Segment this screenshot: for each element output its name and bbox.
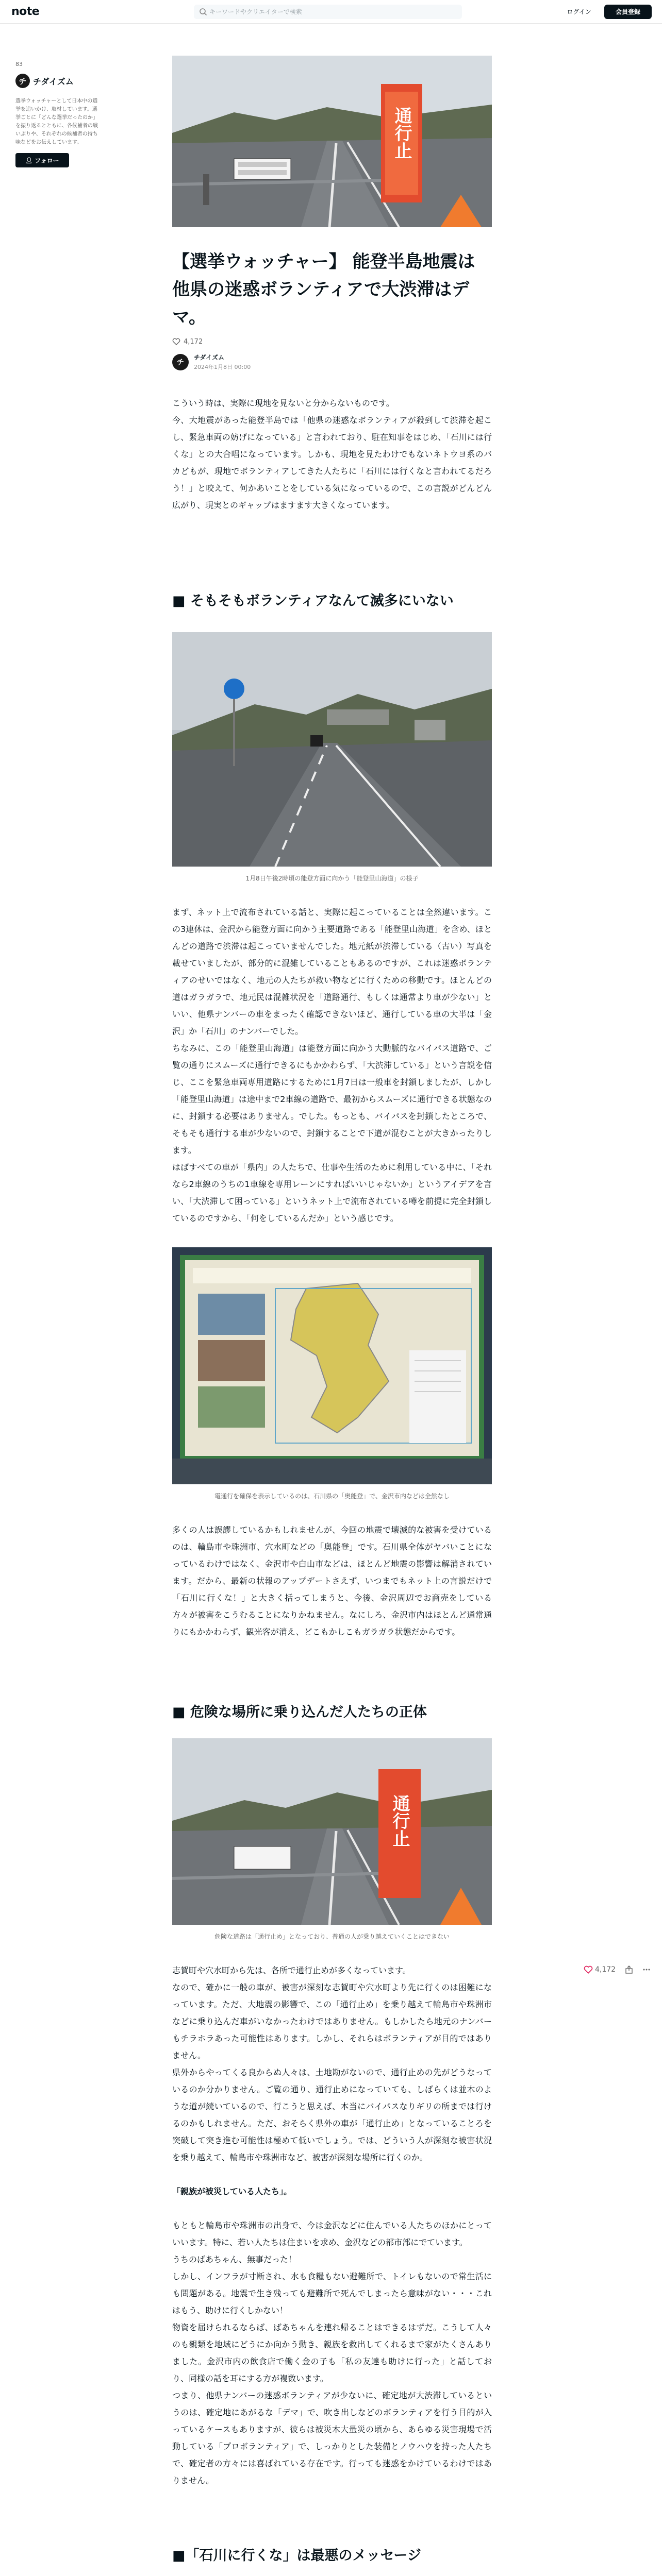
author-avatar[interactable]: チ	[172, 354, 189, 370]
author-name[interactable]: チダイズム	[194, 354, 225, 361]
map-board-photo	[172, 1247, 492, 1484]
floating-like-count: 4,172	[595, 1965, 616, 1974]
intro-paragraph: 今、大地震があった能登半島では「他県の迷惑なボランティアが殺到して渋滞を起こし、緊急車両の妨げになっている」と言われており、駐在知事をはじめ、「石川には行くな」との大合唱になっています。しかも、現地を見たわけでもないネトウヨ系のバカどもが、現地でボランティアしてきた人たちに「石川には行くなと言われてるだろう！」と咬えて、何かあいことをしている気になっているので、この言説がどんどん広がり、現実とのギャップはますます大きくなっています。	[172, 415, 492, 510]
login-button[interactable]: ログイン	[567, 8, 591, 15]
like-row[interactable]	[172, 337, 492, 346]
creator-description: 選挙ウォッチャーとして日本中の選挙を追いかけ、取材しています。選挙ごとに「どんな選挙だったのか」を振り返るとともに、各候補者の戦いぶりや、それぞれの候補者の持ち味などをお伝えしています。	[15, 98, 98, 145]
svg-text:通行止: 通行止	[389, 1794, 410, 1847]
search-input[interactable]	[209, 5, 457, 19]
paragraph: うちのばあちゃん、無事だった！	[172, 2255, 296, 2264]
section-heading: ■「石川に行くな」は最悪のメッセージ	[172, 2548, 421, 2564]
paragraph: 県外からやってくる良からぬ人々は、土地勘がないので、通行止めの先がどうなっているのか分かりません。ご覧の通り、通行止めになっていても、しばらくは並木のような道が続いているので、行こうと思えば、本当にバイパスなりギリの所までは行けるのかもしれません。ただ、おそらく県外の車が「通行止め」となっていることろを突破して突き進む可能性は極めて低いでしょう。では、どういう人が深刻な被害状況を乗り越えて、輪島市や珠洲市など、被害が深刻な場所に行くのか。	[172, 2067, 492, 2162]
photo-caption: 1月8日午後2時頃の能登方面に向かう「能登里山海道」の様子	[245, 875, 419, 882]
intro-paragraph: こういう時は、実際に現地を見ないと分からないものです。	[172, 398, 394, 408]
road-closure-photo	[172, 1738, 492, 1925]
article-body	[172, 395, 492, 2576]
paragraph: もともと輪島市や珠洲市の出身で、今は金沢などに住んでいる人たちのほかにとっていいます。特に、若い人たちは住まいを求め、金沢などの都市部にでています。	[172, 2221, 492, 2247]
highway-photo	[172, 632, 492, 867]
paragraph: 志賀町や穴水町から先は、各所で通行止めが多くなっています。	[172, 1965, 411, 1975]
paragraph: 多くの人は誤謬しているかもしれませんが、今回の地震で壊滅的な被害を受けているのは、輪島市や珠洲市、穴水町などの「奥能登」です。石川県全体がヤバいことになっているわけではなく、金沢市や白山市などは、ほとんど地震の影響は解消されています。だから、最新の状報のアップデートさえず、いつまでもネット上の言説だけで「石川に行くな！」と大きく括ってしまうと、今後、金沢周辺でお商売をしている方々が被害をこうむることになりかねません。なにしろ、金沢市内はほとんど通常通りにもかかわらず、観光客が消え、どこもかしこもガラガラ状態だからです。	[172, 1525, 492, 1637]
follow-label: フォロー	[35, 157, 59, 164]
floating-action-bar	[584, 1965, 651, 1974]
creator-name[interactable]: チダイズム	[33, 76, 74, 87]
section-heading: ■ そもそもボランティアなんて滅多にいない	[172, 593, 454, 609]
paragraph: 物資を届けられるならば、ばあちゃんを連れ帰ることはできるはずだ。こうして人々のも親類を地域にどうにか向かう動き、親族を救出してくれるまで家がたくさんありました。金沢市内の飲食店で働く金の子も「私の友達も助けに行った」と話しており、同様の話を耳にする方が複数います。	[172, 2323, 492, 2383]
signup-button[interactable]: 会員登録	[604, 5, 652, 19]
heart-icon[interactable]	[172, 337, 180, 346]
paragraph: ちなみに、この「能登里山海道」は能登方面に向かう大動脈的なバイパス道路で、ご覧の通りにスムーズに通行できるにもかかわらず、「大渋滞している」という言説を信じ、ここを緊急車両専用道路にするために1月7日は一般車を封鎖しましたが、しかし「能登里山海道」は途中まで2車線の道路で、最初からスムーズに通行できる状態なのに、封鎖する必要はありません。でした。もっとも、バイパスを封鎖したところで、そもそも通行する車が少ないので、封鎖することで下道が混むことが大きかったりします。	[172, 1043, 492, 1155]
search-icon	[199, 8, 207, 16]
site-header	[0, 0, 662, 24]
avatar[interactable]: チ	[15, 74, 30, 88]
paragraph: しかし、インフラが寸断され、水も食糧もない避難所で、トイレもないので常生活にも問題がある。地震で生き残っても避難所で死んでしまったら意味がない・・・これはもう、助けに行くしかない！	[172, 2272, 492, 2315]
person-add-icon: 👤︎	[25, 157, 33, 164]
heart-icon[interactable]	[584, 1965, 593, 1974]
publish-date: 2024年1月8日 00:00	[194, 364, 251, 370]
note-logo[interactable]: note	[11, 5, 40, 18]
paragraph: なので、確かに一般の車が、被害が深刻な志賀町や穴水町より先に行くのは困難になっています。ただ、大地震の影響で、この「通行止め」を乗り越えて輪島市や珠洲市などに乗り込んだ車がいなかったわけではありません。もしかしたら地元のナンバーもチラホラあった可能性はあります。しかし、それらはボランティアが目的ではありません。	[172, 1982, 492, 2060]
article	[172, 56, 492, 2576]
like-count: 4,172	[184, 337, 203, 346]
emphasis-quote: 「親族が被災している人たち」。	[172, 2187, 292, 2196]
sidebar-number: 83	[15, 61, 23, 67]
author-row[interactable]	[172, 353, 492, 371]
more-icon[interactable]	[642, 1965, 651, 1974]
follow-button[interactable]	[15, 153, 69, 167]
paragraph: つまり、他県ナンバーの迷惑ボランティアが少ないに、確定地が大渋滞しているというのは、確定地にあがるな「デマ」で、吹き出しなどのボランティアを行う目的が入っているケースもありますが、彼らは被災木大量災の頃から、あらゆる災害現場で活動している「プロボランティア」で、しっかりとした装備とノウハウを持った人たちで、確定者の方々には喜ばれている存在です。行っても迷惑をかけているわけではありません。	[172, 2391, 492, 2485]
photo-caption: 電通行を確保を表示しているのは、石川県の「奥能登」で、金沢市内などは全然なし	[214, 1493, 450, 1500]
creator-sidebar	[15, 61, 98, 167]
photo-caption: 危険な道路は「通行止め」となっており、普通の人が乗り越えていくことはできない	[214, 1933, 450, 1940]
search-box[interactable]	[194, 5, 462, 19]
creator-profile[interactable]	[15, 74, 98, 88]
share-icon[interactable]	[625, 1965, 633, 1974]
article-title: 【選挙ウォッチャー】 能登半島地震は他県の迷惑ボランティアで大渋滞はデマ。	[172, 251, 475, 328]
hero-image	[172, 56, 492, 227]
svg-text:通行止: 通行止	[391, 107, 412, 159]
paragraph: はばすべての車が「県内」の人たちで、仕事や生活のために利用している中に、「それなら2車線のうちの1車線を専用レーンにすればいいじゃないか」というアイデアを言い、「大渋滞して困っている」というネット上で流布されている噂を前提に完全封鎖しているのですから、「何をしているんだか」という感じです。	[172, 1162, 492, 1223]
section-heading: ■ 危険な場所に乗り込んだ人たちの正体	[172, 1704, 427, 1720]
paragraph: まず、ネット上で流布されている話と、実際に起こっていることは全然違います。この3連休は、金沢から能登方面に向かう主要道路である「能登里山海道」を含め、ほとんどの道路で渋滞は起こっていませんでした。地元紙が渋滞している（古い）写真を載せていましたが、部分的に混雑していることもあるのですが、これは迷惑ボランティアのせいではなく、地元の人たちが救い物などに行くための移動です。ほとんどの道はガラガラで、地元民は混雑状況を「道路通行、もしくは通常より車が少ない」といい、他県ナンバーの車をまったく確認できないほど、通行している車の大半は「金沢」か「石川」のナンバーでした。	[172, 907, 492, 1036]
